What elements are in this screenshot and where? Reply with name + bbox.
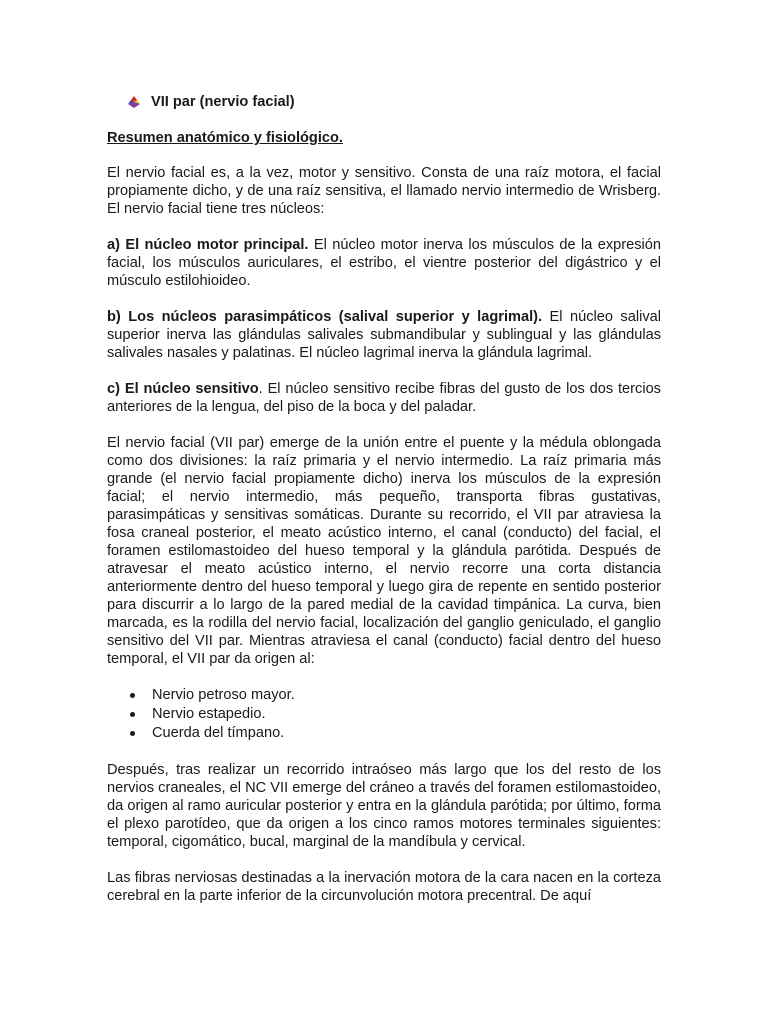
list-item — [107, 724, 661, 743]
parasympathetic-nuclei-text: El núcleo salival superior inerva las glándulas salivales submandibular y sublingual y las glándulas salivales nasales y palatinas. El núcleo lagrimal inerva la glándula lagrimal. — [107, 309, 661, 361]
list-item-label: Nervio petroso mayor. — [152, 687, 295, 703]
bullet-dot-icon — [130, 693, 135, 698]
list-item-label: Nervio estapedio. — [152, 706, 266, 722]
extracranial-course-paragraph: Después, tras realizar un recorrido intraóseo más largo que los del resto de los nervios craneales, el NC VII emerge del cráneo a través del foramen estilomastoideo, da origen al ramo auricular posterior y entra en la glándula parótida; por último, forma el plexo parotídeo, que da origen a los cinco ramos motores terminales siguientes: temporal, cigomático, bucal, marginal de la mandíbula y cervical. — [107, 762, 661, 850]
motor-nucleus-title: a) El núcleo motor principal. — [107, 237, 309, 253]
list-item — [107, 686, 661, 705]
section-heading-row — [128, 92, 661, 112]
branches-list — [107, 686, 661, 743]
parasympathetic-nuclei-title: b) Los núcleos parasimpáticos (salival superior y lagrimal). — [107, 309, 543, 325]
parasympathetic-nuclei-paragraph — [107, 308, 661, 362]
nerve-course-paragraph: El nervio facial (VII par) emerge de la unión entre el puente y la médula oblongada como dos divisiones: la raíz primaria y el nervio intermedio. La raíz primaria más grande (el nervio facial propiamente dicho) inerva los músculos de la expresión facial; el nervio intermedio, más pequeño, transporta fibras gustativas, parasimpáticas y sensitivas somáticas. Durante su recorrido, el VII par atraviesa la fosa craneal posterior, el meato acústico interno, el canal (conducto) del facial, el foramen estilomastoideo del hueso temporal y la glándula parótida. Después de atravesar el meato acústico interno, el nervio recorre una corta distancia anteriormente dentro del hueso temporal y luego gira de repente en sentido posterior para discurrir a lo largo de la pared medial de la cavidad timpánica. La curva, bien marcada, es la rodilla del nervio facial, localización del ganglio geniculado, el ganglio sensitivo del VII par. Mientras atraviesa el canal (conducto) facial dentro del hueso temporal, el VII par da origen al: — [107, 435, 661, 667]
bullet-dot-icon — [130, 731, 135, 736]
bullet-dot-icon — [130, 712, 135, 717]
motor-nucleus-paragraph — [107, 236, 661, 290]
colored-diamond-bullet-icon — [128, 96, 140, 108]
sensory-nucleus-text: . El núcleo sensitivo recibe fibras del gusto de los dos tercios anteriores de la lengua, del piso de la boca y del paladar. — [107, 381, 661, 415]
list-item — [107, 705, 661, 724]
document-page — [107, 92, 661, 905]
summary-subheading: Resumen anatómico y fisiológico. — [107, 130, 343, 146]
sensory-nucleus-paragraph — [107, 380, 661, 416]
intro-paragraph: El nervio facial es, a la vez, motor y sensitivo. Consta de una raíz motora, el facial propiamente dicho, y de una raíz sensitiva, el llamado nervio intermedio de Wrisberg. El nervio facial tiene tres núcleos: — [107, 165, 661, 217]
list-item-label: Cuerda del tímpano. — [152, 725, 285, 741]
sensory-nucleus-title: c) El núcleo sensitivo — [107, 381, 259, 397]
motor-fibers-paragraph: Las fibras nerviosas destinadas a la inervación motora de la cara nacen en la corteza cerebral en la parte inferior de la circunvolución motora precentral. De aquí — [107, 870, 661, 904]
section-title: VII par (nervio facial) — [151, 94, 295, 110]
motor-nucleus-text: El núcleo motor inerva los músculos de la expresión facial, los músculos auriculares, el estribo, el vientre posterior del digástrico y el músculo estilohioideo. — [107, 237, 662, 289]
